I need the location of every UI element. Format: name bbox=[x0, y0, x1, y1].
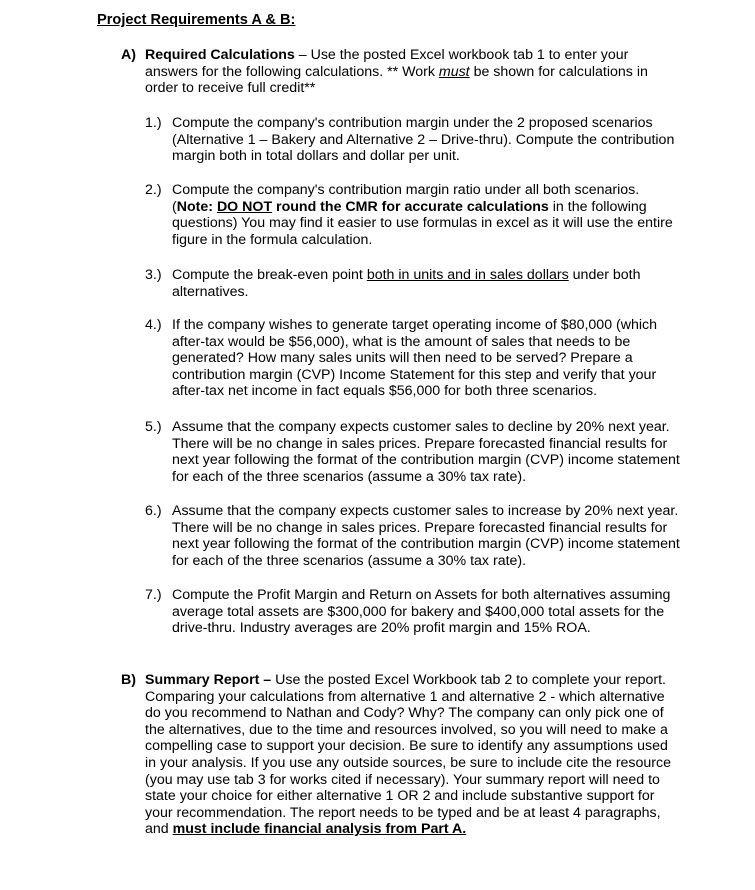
section-b-heading: Summary Report – bbox=[145, 672, 272, 688]
item-number: 2.) bbox=[145, 182, 162, 198]
item-text-part: in the following questions) You may find it easier to use formulas in excel as it will use the entire figure in the formula calculation. bbox=[172, 198, 673, 248]
item-text bbox=[172, 182, 680, 248]
item-text: If the company wishes to generate target operating income of $80,000 (which after-tax would be $56,000), what is the amount of sales that needs to be generated? How many sales units will then need to be served? Prepare a contribution margin (CVP) Income Statement for this step and verify that your after-tax net income in fact equals $56,000 for both three scenarios. bbox=[172, 317, 658, 400]
list-item bbox=[145, 115, 680, 165]
must-emphasis: must bbox=[438, 63, 470, 80]
list-item bbox=[145, 182, 680, 248]
list-item bbox=[145, 503, 680, 569]
section-a-heading: Required Calculations bbox=[145, 47, 295, 63]
list-item bbox=[145, 267, 680, 300]
section-b-emphasis: must include financial analysis from Part A. bbox=[172, 821, 467, 838]
section-b bbox=[121, 672, 681, 838]
section-a-letter: A) bbox=[121, 47, 136, 63]
item-number: 1.) bbox=[145, 115, 162, 131]
item-text-part: Compute the company's contribution margin ratio under all both scenarios. ( bbox=[172, 182, 640, 215]
section-a-intro bbox=[145, 47, 681, 97]
item-number: 7.) bbox=[145, 587, 162, 603]
list-item bbox=[145, 587, 680, 637]
item-text-underlined: both in units and in sales dollars bbox=[366, 267, 569, 283]
section-b-letter: B) bbox=[121, 672, 136, 688]
section-b-text: Use the posted Excel Workbook tab 2 to complete your report. Comparing your calculations from alternative 1 and alternative 2 - which alternative do you recommend to Nathan and Cody? Why? The company can only pick one of the alternatives, due to the time and resources involved, so you will need to make a compelling case to support your decision. Be sure to identify any assumptions used in your analysis. If you use any outside sources, be sure to include cite the resource (you may use tab 3 for works cited if necessary). Your summary report will need to state your choice for either alternative 1 OR 2 and include substantive support for your recommendation. The report needs to be typed and be at least 4 paragraphs, and bbox=[145, 672, 672, 838]
section-a-intro-text: – Use the posted Excel workbook tab 1 to enter your answers for the following calculations. ** Work bbox=[145, 47, 629, 80]
item-text-part: Compute the break-even point bbox=[172, 267, 367, 283]
item-number: 5.) bbox=[145, 419, 162, 435]
item-text: Assume that the company expects customer sales to increase by 20% next year. There will be no change in sales prices. Prepare forecasted financial results for next year following the format of the contribution margin (CVP) income statement for each of the three scenarios (assume a 30% tax rate). bbox=[172, 503, 680, 569]
note-do-not: DO NOT bbox=[216, 198, 273, 215]
item-number: 4.) bbox=[145, 317, 162, 333]
list-item bbox=[145, 419, 680, 485]
page-title: Project Requirements A & B: bbox=[97, 12, 296, 28]
note-rest: round the CMR for accurate calculations bbox=[272, 198, 549, 215]
section-a bbox=[121, 47, 681, 97]
item-text: Assume that the company expects customer sales to decline by 20% next year. There will be no change in sales prices. Prepare forecasted financial results for next year following the format of the contribution margin (CVP) income statement for each of the three scenarios (assume a 30% tax rate). bbox=[172, 419, 680, 485]
list-item bbox=[145, 317, 680, 400]
section-a-intro-end: be shown for calculations in order to receive full credit** bbox=[145, 63, 648, 97]
item-number: 3.) bbox=[145, 267, 162, 283]
item-text bbox=[172, 267, 680, 300]
item-text: Compute the Profit Margin and Return on Assets for both alternatives assuming average total assets are $300,000 for bakery and $400,000 total assets for the drive-thru. Industry averages are 20% profit margin and 15% ROA. bbox=[172, 587, 671, 637]
item-text-part: under both alternatives. bbox=[172, 267, 641, 300]
section-b-body bbox=[145, 672, 681, 838]
item-text: Compute the company's contribution margin under the 2 proposed scenarios (Alternative 1 – Bakery and Alternative 2 – Drive-thru). Compute the contribution margin both in total dollars and dollar per unit. bbox=[172, 115, 675, 165]
note-label: Note: bbox=[176, 198, 217, 215]
item-number: 6.) bbox=[145, 503, 162, 519]
